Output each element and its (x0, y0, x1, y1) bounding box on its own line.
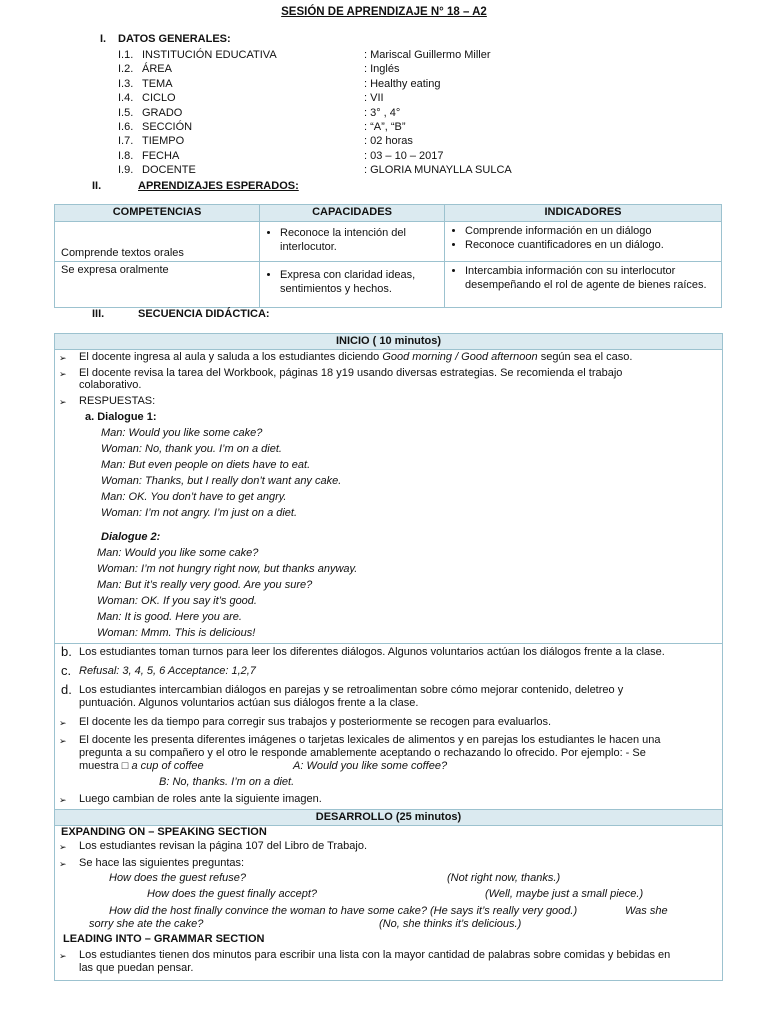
inicio-paragraph-f-cont: pregunta a su compañero y el otro le responde amablemente aceptando o rechazando lo ofrecido. Por ejemplo: - Se (79, 747, 646, 759)
dialogue-line: Woman: OK. If you say it’s good. (97, 595, 257, 607)
inicio-paragraph-g: Luego cambian de roles ante la siguiente imagen. (79, 793, 322, 805)
capacidad-1: • Reconoce la intención del interlocutor. (280, 224, 438, 254)
general-row-key: FECHA (142, 149, 180, 162)
arrow-bullet-icon: ➢ (59, 353, 67, 363)
inicio-p1-text: El docente ingresa al aula y saluda a los estudiantes diciendo (79, 351, 383, 363)
divider (55, 643, 722, 644)
dialogue-line: Man: OK. You don’t have to get angry. (101, 491, 287, 503)
general-row-key: SECCIÓN (142, 121, 193, 133)
dialogue-line: Woman: I’m not hungry right now, but thanks anyway. (97, 563, 358, 575)
inicio-paragraph-1 (79, 351, 632, 364)
general-row (118, 77, 440, 91)
inicio-header: INICIO ( 10 minutos) (55, 334, 722, 350)
general-row-value: : Healthy eating (364, 77, 441, 90)
dialogue-line: Man: But it’s really very good. Are you sure? (97, 579, 313, 591)
desarrollo-paragraph-3-cont: las que puedan pensar. (79, 962, 194, 974)
capacidad-cell (260, 262, 445, 308)
arrow-bullet-icon: ➢ (59, 795, 67, 805)
capacidad-cell (260, 222, 445, 262)
general-row-key: TIEMPO (142, 135, 185, 148)
section-2-number: II. (92, 180, 102, 192)
general-row-number: I.1. (118, 49, 134, 61)
general-row (118, 120, 406, 134)
respuestas-label: RESPUESTAS: (79, 395, 156, 407)
general-row-key: ÁREA (142, 63, 172, 76)
page-title: SESIÓN DE APRENDIZAJE N° 18 – A2 (281, 6, 487, 18)
general-row-number: I.5. (118, 106, 134, 119)
dialogue-line: Woman: No, thank you. I’m on a diet. (101, 443, 282, 455)
dialogue-line: Woman: Mmm. This is delicious! (97, 627, 256, 639)
general-row-value: : 3° , 4° (364, 106, 401, 119)
competencia-cell (55, 222, 260, 262)
general-row-key: CICLO (142, 92, 176, 105)
inicio-paragraph-2-cont: colaborativo. (79, 379, 142, 391)
general-row (118, 149, 444, 163)
question-4-cont: sorry she ate the cake? (89, 918, 204, 930)
general-row-number: I.4. (118, 92, 134, 105)
header-indicadores: INDICADORES (445, 205, 722, 222)
general-row-number: I.2. (118, 63, 134, 76)
answer-4: (No, she thinks it’s delicious.) (379, 918, 522, 930)
inicio-paragraph-2: El docente revisa la tarea del Workbook, páginas 18 y19 usando diversas estrategias. Se recomienda el trabajo (79, 367, 623, 379)
inicio-paragraph-e: El docente les da tiempo para corregir sus trabajos y posteriormente se recogen para evaluarlos. (79, 716, 552, 728)
general-row-value: : 03 – 10 – 2017 (364, 149, 444, 162)
question-3: How did the host finally convince the woman to have some cake? (He says it’s really very good.) (109, 905, 578, 917)
indicadores-cell (445, 222, 722, 262)
indicador-1: • Comprende información en un diálogo (465, 224, 715, 238)
arrow-bullet-icon: ➢ (59, 397, 67, 407)
general-row (118, 163, 512, 177)
general-row-number: I.9. (118, 164, 134, 177)
arrow-bullet-icon: ➢ (59, 718, 67, 728)
general-row-key: GRADO (142, 106, 183, 119)
competencia-1: Comprende textos orales (61, 247, 184, 259)
desarrollo-paragraph-1: Los estudiantes revisan la página 107 del Libro de Trabajo. (79, 840, 368, 852)
dialogue-1-title: a. Dialogue 1: (85, 411, 157, 423)
header-competencias: COMPETENCIAS (55, 205, 260, 222)
general-row (118, 134, 413, 148)
inicio-p1-end: según sea el caso. (537, 351, 633, 363)
expanding-heading: EXPANDING ON – SPEAKING SECTION (61, 826, 267, 838)
dialogue-line: Man: But even people on diets have to eat. (101, 459, 311, 471)
arrow-bullet-icon: ➢ (59, 369, 67, 379)
inicio-paragraph-f: El docente les presenta diferentes imágenes o tarjetas lexicales de alimentos y en parejas los estudiantes le hacen una (79, 734, 661, 746)
inicio-paragraph-c: Refusal: 3, 4, 5, 6 Acceptance: 1,2,7 (79, 665, 256, 677)
desarrollo-header: DESARROLLO (25 minutos) (55, 810, 722, 826)
competencia-cell (55, 262, 260, 308)
general-row-key: DOCENTE (142, 164, 196, 177)
example-item: a cup of coffee (131, 760, 204, 772)
desarrollo-section (54, 809, 723, 981)
header-capacidades: CAPACIDADES (260, 205, 445, 222)
general-row-value: : “A”, “B” (364, 121, 406, 133)
indicador-3: • Intercambia información con su interlocutor desempeñando el rol de agente de bienes raíces. (465, 264, 715, 292)
general-row-value: : VII (364, 92, 384, 105)
competencias-table (54, 204, 722, 308)
letter-d: d. (61, 682, 72, 697)
dialogue-line: Woman: Thanks, but I really don’t want any cake. (101, 475, 342, 487)
arrow-bullet-icon: ➢ (59, 859, 67, 869)
dialogue-line: Man: It is good. Here you are. (97, 611, 242, 623)
arrow-bullet-icon: ➢ (59, 842, 67, 852)
inicio-p1-greeting: Good morning / Good afternoon (382, 351, 538, 363)
general-row-number: I.7. (118, 135, 134, 148)
section-1-heading: DATOS GENERALES: (118, 33, 231, 45)
general-row (118, 62, 399, 76)
question-1: How does the guest refuse? (109, 872, 246, 884)
section-1-number: I. (100, 33, 107, 45)
indicador-2: • Reconoce cuantificadores en un diálogo. (465, 238, 715, 252)
section-3-number: III. (92, 308, 105, 320)
general-row-value: : 02 horas (364, 135, 413, 148)
question-2: How does the guest finally accept? (147, 888, 317, 900)
inicio-paragraph-f-example (79, 760, 204, 773)
general-row-key: TEMA (142, 77, 173, 90)
competencia-2: Se expresa oralmente (61, 264, 169, 276)
capacidad-2: • Expresa con claridad ideas, sentimientos y hechos. (280, 264, 438, 296)
letter-b: b. (61, 644, 72, 659)
leading-heading: LEADING INTO – GRAMMAR SECTION (63, 933, 265, 945)
muestra-label: muestra □ (79, 760, 132, 772)
general-row-key: INSTITUCIÓN EDUCATIVA (142, 49, 277, 61)
arrow-bullet-icon: ➢ (59, 951, 67, 961)
dialogue-line: Man: Would you like some cake? (97, 547, 259, 559)
section-2-heading: APRENDIZAJES ESPERADOS: (138, 180, 299, 192)
general-row (118, 48, 491, 62)
general-row-value: : Inglés (364, 63, 400, 76)
desarrollo-paragraph-2: Se hace las siguientes preguntas: (79, 857, 245, 869)
indicadores-cell (445, 262, 722, 308)
answer-1: (Not right now, thanks.) (447, 872, 561, 884)
dialogue-line: Woman: I’m not angry. I’m just on a diet. (101, 507, 298, 519)
general-row-number: I.3. (118, 77, 134, 90)
general-row-number: I.6. (118, 121, 134, 133)
arrow-bullet-icon: ➢ (59, 736, 67, 746)
general-row-value: : Mariscal Guillermo Miller (364, 49, 491, 61)
general-row-value: : GLORIA MUNAYLLA SULCA (364, 164, 512, 177)
inicio-paragraph-d-cont: puntuación. Algunos voluntarios actúan sus diálogos frente a la clase. (79, 697, 419, 709)
answer-2: (Well, maybe just a small piece.) (485, 888, 644, 900)
inicio-paragraph-d: Los estudiantes intercambian diálogos en parejas y se retroalimentan sobre cómo mejorar contenido, deletreo y (79, 684, 624, 696)
section-3-heading: SECUENCIA DIDÁCTICA: (138, 308, 270, 320)
general-row (118, 91, 384, 105)
letter-c: c. (61, 663, 72, 678)
inicio-section (54, 333, 723, 812)
dialogue-line: Man: Would you like some cake? (101, 427, 263, 439)
example-line-b: B: No, thanks. I’m on a diet. (159, 776, 295, 788)
general-row-number: I.8. (118, 149, 134, 162)
example-line-a: A: Would you like some coffee? (293, 760, 448, 772)
general-row (118, 106, 400, 120)
dialogue-2-title: Dialogue 2: (101, 531, 161, 543)
inicio-paragraph-b: Los estudiantes toman turnos para leer los diferentes diálogos. Algunos voluntarios actúan los diálogos frente a la clase. (79, 646, 665, 658)
question-4: Was she (625, 905, 668, 917)
desarrollo-paragraph-3: Los estudiantes tienen dos minutos para escribir una lista con la mayor cantidad de palabras sobre comidas y bebidas en (79, 949, 671, 961)
